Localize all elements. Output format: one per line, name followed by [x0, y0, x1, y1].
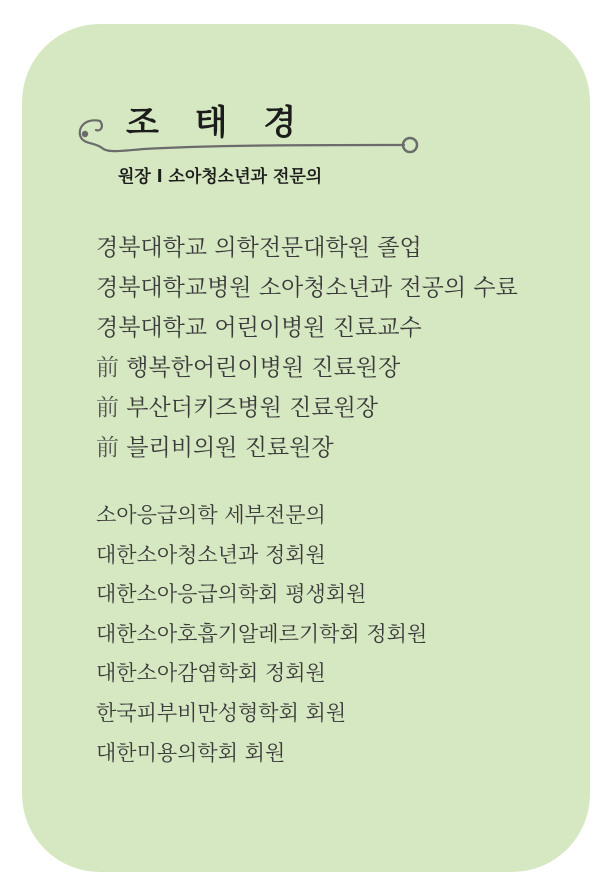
career-item — [96, 268, 518, 308]
former-prefix: 前 — [96, 355, 119, 381]
career-item — [96, 228, 518, 268]
society-item: 대한소아청소년과 정회원 — [96, 542, 326, 567]
career-item — [96, 428, 518, 468]
career-item — [96, 308, 518, 348]
career-text: 경북대학교 의학전문대학원 졸업 — [96, 235, 422, 261]
society-item: 한국피부비만성형학회 회원 — [96, 700, 347, 725]
doctor-name: 조 태 경 — [126, 103, 309, 143]
society-item: 대한소아감염학회 정회원 — [96, 661, 326, 686]
society-list — [96, 496, 427, 773]
career-list — [96, 228, 518, 468]
career-text: 부산더키즈병원 진료원장 — [119, 395, 379, 421]
career-text: 블리비의원 진료원장 — [119, 435, 334, 461]
former-prefix: 前 — [96, 395, 119, 421]
society-item: 소아응급의학 세부전문의 — [96, 503, 326, 527]
society-item: 대한미용의학회 회원 — [96, 740, 286, 765]
career-text: 경북대학교 어린이병원 진료교수 — [96, 315, 422, 341]
doctor-title: 원장 l 소아청소년과 전문의 — [118, 167, 323, 187]
society-item: 대한소아응급의학회 평생회원 — [96, 582, 367, 607]
career-text: 행복한어린이병원 진료원장 — [119, 355, 401, 381]
stethoscope-icon — [74, 118, 420, 158]
society-item: 대한소아호흡기알레르기학회 정회원 — [96, 621, 428, 646]
former-prefix: 前 — [96, 435, 119, 461]
career-text: 경북대학교병원 소아청소년과 전공의 수료 — [96, 275, 518, 301]
career-item — [96, 348, 518, 388]
career-item — [96, 388, 518, 428]
